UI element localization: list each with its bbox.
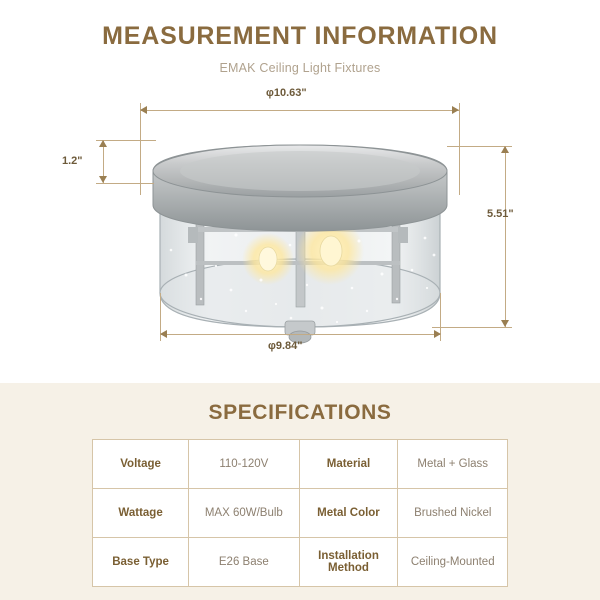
top-dim-line xyxy=(140,110,460,111)
spec-key: Wattage xyxy=(93,489,189,538)
top-diameter-label: φ10.63" xyxy=(266,87,307,99)
bottom-dim-arrow-left xyxy=(160,330,167,338)
right-dim-arrow-up xyxy=(501,146,509,153)
spec-value: Metal + Glass xyxy=(398,440,508,489)
page-subtitle: EMAK Ceiling Light Fixtures xyxy=(219,61,381,75)
spec-value: Brushed Nickel xyxy=(398,489,508,538)
overall-height-label: 5.51" xyxy=(487,208,514,220)
spec-key: Base Type xyxy=(93,538,189,587)
spec-key: Material xyxy=(299,440,398,489)
spec-key: Installation Method xyxy=(299,538,398,587)
table-row xyxy=(93,440,508,489)
spec-key: Metal Color xyxy=(299,489,398,538)
specifications-section xyxy=(0,383,600,600)
right-dim-line xyxy=(505,146,506,327)
specifications-title: SPECIFICATIONS xyxy=(208,401,392,424)
spec-value: Ceiling-Mounted xyxy=(398,538,508,587)
table-row xyxy=(93,538,508,587)
table-row xyxy=(93,489,508,538)
page-title: MEASUREMENT INFORMATION xyxy=(102,22,498,50)
top-dim-tick-right xyxy=(459,103,460,195)
top-dim-arrow-left xyxy=(140,106,147,114)
bottom-diameter-label: φ9.84" xyxy=(268,340,303,352)
bottom-dim-arrow-right xyxy=(434,330,441,338)
spec-value: MAX 60W/Bulb xyxy=(189,489,299,538)
collar-height-label: 1.2" xyxy=(62,155,83,167)
specifications-table xyxy=(92,439,508,587)
page-header xyxy=(0,0,600,75)
right-dim-tick-bottom xyxy=(432,327,512,328)
bottom-dim-line xyxy=(160,334,441,335)
ceiling-light-illustration xyxy=(0,75,600,365)
left-dim-tick-bottom xyxy=(96,183,154,184)
spec-key: Voltage xyxy=(93,440,189,489)
left-dim-arrow-down xyxy=(99,176,107,183)
top-dim-arrow-right xyxy=(452,106,459,114)
top-dim-tick-left xyxy=(140,103,141,195)
measurement-diagram xyxy=(0,75,600,365)
right-dim-arrow-down xyxy=(501,320,509,327)
spec-value: E26 Base xyxy=(189,538,299,587)
spec-value: 110-120V xyxy=(189,440,299,489)
left-dim-arrow-up xyxy=(99,140,107,147)
